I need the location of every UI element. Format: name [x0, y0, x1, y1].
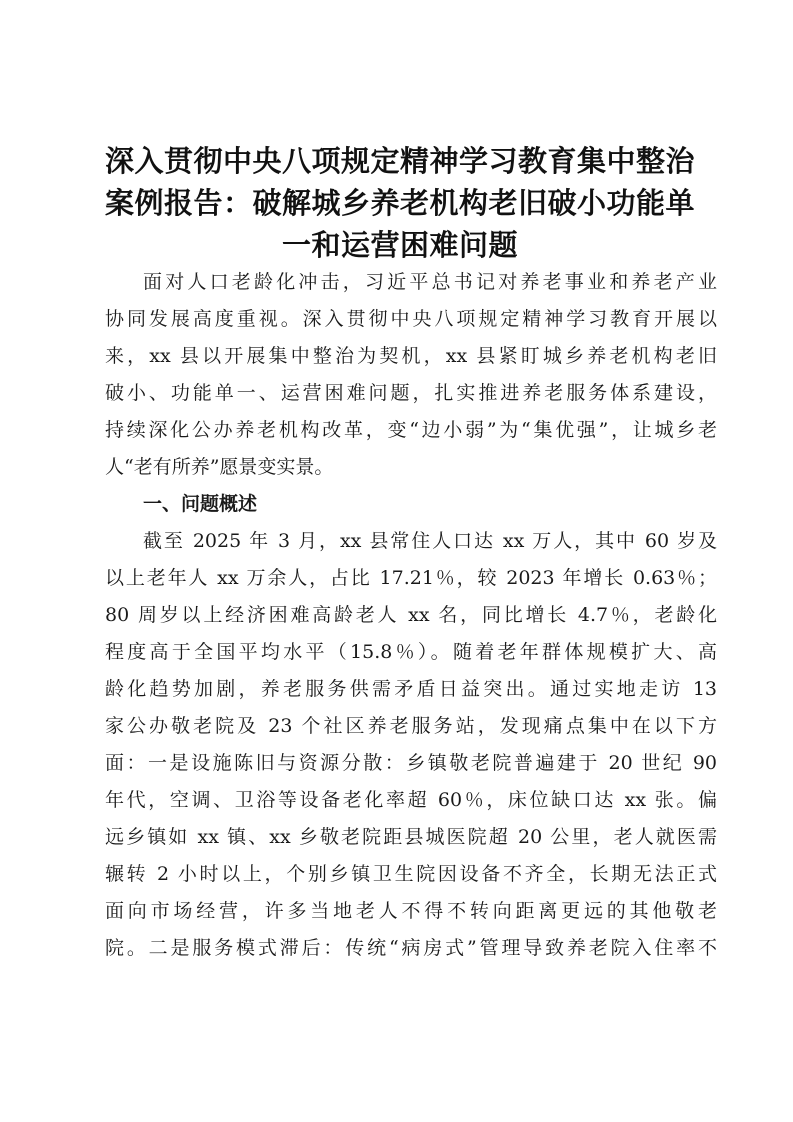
paragraph-line: 80 周岁以上经济困难高龄老人 xx 名，同比增长 4.7％，老龄化	[105, 604, 717, 626]
paragraph-line: 来，xx 县以开展集中整治为契机，xx 县紧盯城乡养老机构老旧	[105, 345, 717, 367]
paragraph-line: 持续深化公办养老机构改革，变“边小弱”为“集优强”，让城乡老	[105, 419, 717, 441]
paragraph-line: 家公办敬老院及 23 个社区养老服务站，发现痛点集中在以下方	[105, 715, 717, 737]
paragraph-line: 龄化趋势加剧，养老服务供需矛盾日益突出。通过实地走访 13	[105, 678, 717, 700]
title-line: 一和运营困难问题	[281, 228, 518, 262]
paragraph-line: 面对人口老龄化冲击，习近平总书记对养老事业和养老产业	[143, 271, 717, 293]
paragraph-line: 截至 2025 年 3 月，xx 县常住人口达 xx 万人，其中 60 岁及	[143, 530, 717, 552]
paragraph-line: 人“老有所养”愿景变实景。	[105, 456, 334, 478]
intro-paragraph	[105, 264, 717, 486]
paragraph-line: 面：一是设施陈旧与资源分散：乡镇敬老院普遍建于 20 世纪 90	[105, 752, 717, 774]
document-title	[100, 140, 700, 266]
paragraph-line: 院。二是服务模式滞后：传统“病房式”管理导致养老院入住率不	[105, 937, 717, 959]
section-paragraph	[105, 523, 717, 967]
paragraph-line: 辗转 2 小时以上，个别乡镇卫生院因设备不齐全，长期无法正式	[105, 863, 717, 885]
paragraph-line: 远乡镇如 xx 镇、xx 乡敬老院距县城医院超 20 公里，老人就医需	[105, 826, 717, 848]
paragraph-line: 年代，空调、卫浴等设备老化率超 60％，床位缺口达 xx 张。偏	[105, 789, 717, 811]
paragraph-line: 协同发展高度重视。深入贯彻中央八项规定精神学习教育开展以	[105, 308, 717, 330]
section-heading: 一、问题概述	[143, 493, 258, 515]
paragraph-line: 程度高于全国平均水平（15.8％）。随着老年群体规模扩大、高	[105, 641, 717, 663]
title-line: 案例报告：破解城乡养老机构老旧破小功能单	[104, 186, 695, 220]
paragraph-line: 破小、功能单一、运营困难问题，扎实推进养老服务体系建设，	[105, 382, 717, 404]
paragraph-line: 以上老年人 xx 万余人，占比 17.21％，较 2023 年增长 0.63％；	[105, 567, 717, 589]
paragraph-line: 面向市场经营，许多当地老人不得不转向距离更远的其他敬老	[105, 900, 717, 922]
title-line: 深入贯彻中央八项规定精神学习教育集中整治	[104, 144, 695, 178]
document-body	[105, 264, 717, 967]
